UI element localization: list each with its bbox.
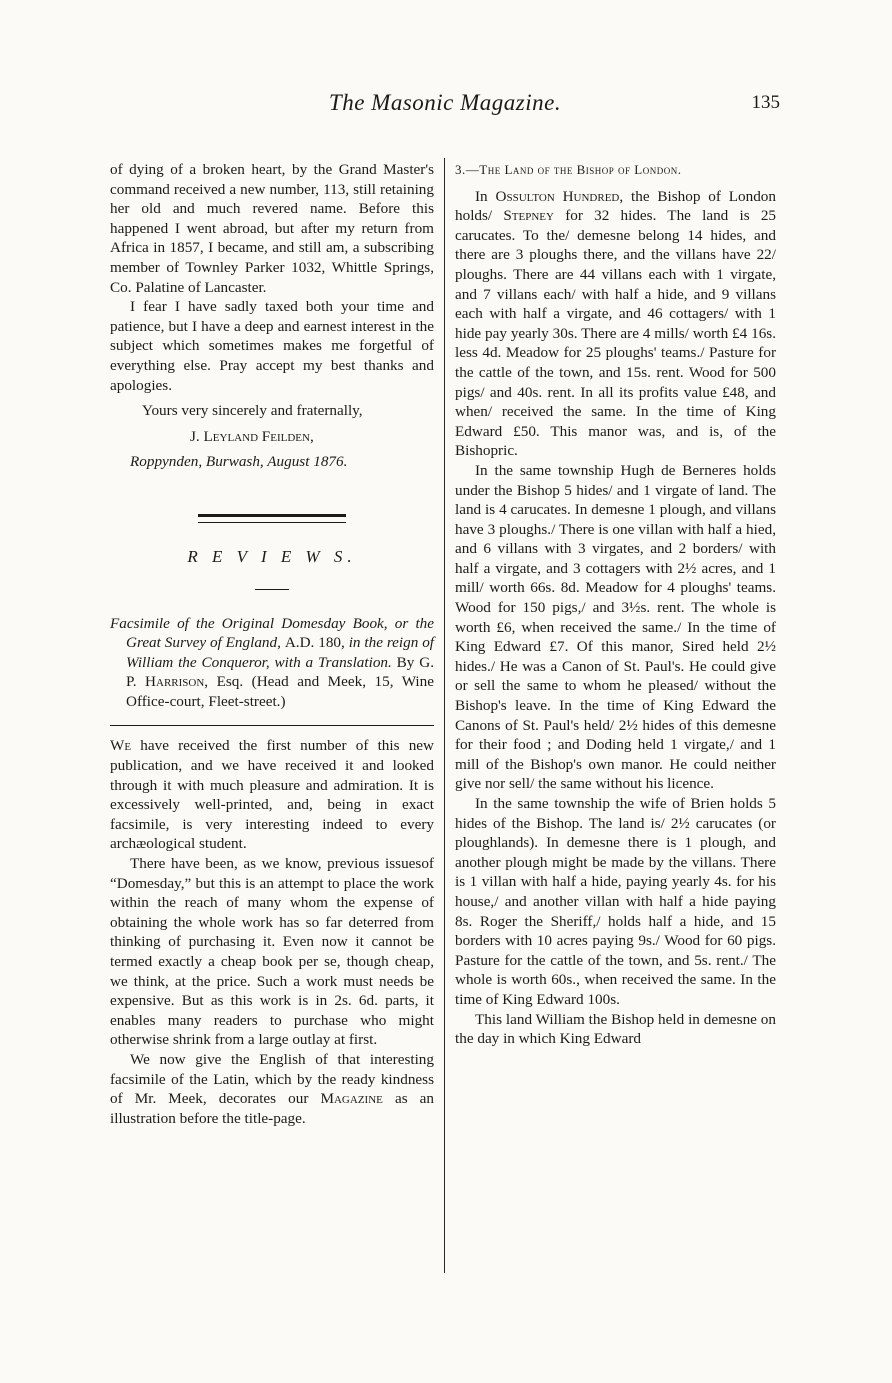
review-paragraph: [110, 1050, 434, 1128]
article-number: 3.—: [455, 162, 480, 177]
book-citation: [110, 614, 434, 712]
article-text: In: [475, 187, 488, 205]
article-heading: [455, 160, 776, 180]
section-divider: [198, 514, 346, 523]
page-header: [110, 88, 780, 118]
citation-rule: [110, 725, 434, 726]
letter-signature: [110, 427, 434, 447]
article-paragraph: In the same township Hugh de Berneres holds under the Bishop 5 hides/ and 1 virgate of land. The land is 4 carucates. In demesne 1 plough, and villans have 3 ploughs./ There is one villan with half a hied, and 6 villans with 3 virgates, and 2 borders/ with half a virgate, and 3 cottagers with 2½ acres, and 1 mill/ worth 66s. 8d. Meadow for 4 ploughs' teams. Wood for 150 pigs,/ and 3½s. rent. The whole is worth £6, when received the same./ In the time of King Edward £7. Of this manor, Sired held 2½ hides./ He was a Canon of St. Paul's. He could give or sell the same to whom he pleased/ without the Bishop's leave. In the time of King Edward the Canons of St. Paul's held/ 2½ hides of this demesne for their food ; and Doding held 1 virgate,/ and 1 mill of the Bishop's own manor. He could neither give nor sell/ the same without his licence.: [455, 461, 776, 793]
place-name: Stepney: [503, 207, 554, 225]
article-text: the Bishop of London holds/: [455, 187, 776, 225]
book-title: Facsimile of the Original Domesday Book, or the Great Survey of England,: [110, 614, 434, 652]
heading-rule: [255, 589, 289, 590]
signer-initial: J.: [190, 427, 200, 445]
right-column: [455, 160, 776, 1049]
magazine-name: Magazine: [320, 1090, 383, 1108]
book-by: By G. P.: [126, 653, 434, 691]
book-publisher: Esq. (Head and Meek, 15, Wine Office-court, Fleet-street.): [126, 673, 434, 710]
left-column: [110, 160, 434, 1128]
article-title: The Land of the Bishop of London.: [479, 162, 682, 177]
article-paragraph: [455, 187, 776, 461]
book-era: A.D.: [284, 634, 315, 652]
signer-name: Leyland Feilden,: [203, 427, 314, 445]
review-text: have received the first number of this new publication, and we have received it and looked through it with much pleasure and admiration. It is excessively well-printed, and, being in exact facsimile, is very interesting indeed to every archæological student.: [110, 737, 434, 853]
column-divider: [444, 158, 445, 1273]
article-paragraph: This land William the Bishop held in demesne on the day in which King Edward: [455, 1010, 776, 1048]
letter-closing: Yours very sincerely and fraternally,: [142, 402, 363, 420]
article-paragraph: In the same township the wife of Brien holds 5 hides of the Bishop. The land is/ 2½ carucates (or ploughlands). In demesne there is 1 plough, and another plough might be made by the villans. There is 1 villan with half a hide, paying yearly 4s. for his house,/ and another villan with half a hide paying 8s. Roger the Sheriff,/ holds half a hide, and 15 borders with 10 acres paying 9s./ Wood for 60 pigs. Pasture for the cattle of the town, and 5s. rent./ The whole is worth 60s., when received the same. In the time of King Edward 100s.: [455, 795, 776, 1008]
article-text: for 32 hides. The land is 25 carucates. To the/ demesne belong 14 hides, and there are 3 ploughs there, and the villans have 22/ ploughs. There are 44 villans each with 1 virgate, and 7 villans each/ with half a hide, and 9 villans each with half a virgate, and 46 cottagers/ with 1 hide pay yearly 30s. There are 4 mills/ worth £4 16s. less 4d. Meadow for 25 ploughs' teams./ Pasture for the cattle of the town, and 15s. rent. Wood for 500 pigs/ and 40s. rent. In all its profits value £48, and when/ received the same. In the time of King Edward £50. This manor was, and is, of the Bishopric.: [455, 207, 777, 460]
book-author: Harrison,: [145, 673, 209, 691]
book-subtitle: in the reign of William the Conqueror, with a Translation.: [126, 634, 435, 671]
letter-paragraph: I fear I have sadly taxed both your time and patience, but I have a deep and earnest interest in the subject which sometimes makes me forgetful of everything else. Pray accept my best thanks and apologies.: [110, 298, 434, 394]
review-text: We now give the English of that interesting facsimile of the Latin, which by the ready kindness of Mr. Meek, decorates our: [110, 1050, 434, 1108]
book-year: 180,: [318, 634, 345, 652]
section-heading: R E V I E W S.: [187, 546, 357, 566]
review-lead-word: We: [110, 737, 132, 755]
page-number: 135: [751, 92, 780, 113]
letter-paragraph: of dying of a broken heart, by the Grand Master's command received a new number, 113, still retaining her old and much revered name. Before this happened I went abroad, but after my return from Africa in 1857, I became, and still am, a subscribing member of Townley Parker 1032, Whittle Springs, Co. Palatine of Lancaster.: [110, 161, 434, 296]
hundred-name: Ossulton Hundred,: [495, 187, 624, 205]
review-paragraph: [110, 736, 434, 854]
letter-place-date: Roppynden, Burwash, August 1876.: [130, 453, 348, 471]
running-title: The Masonic Magazine.: [328, 90, 562, 115]
review-text: as an illustration before the title-page.: [110, 1090, 435, 1127]
review-paragraph: There have been, as we know, previous issuesof “Domesday,” but this is an attempt to place the work within the reach of many whom the expense of obtaining the whole work has so far deterred from thinking of purchasing it. Even now it cannot be termed exactly a cheap book per se, though cheap, we think, at the price. Such a work must needs be expensive. But as this work is in 2s. 6d. parts, it enables many readers to purchase who might otherwise shrink from a large outlay at first.: [110, 855, 434, 1049]
